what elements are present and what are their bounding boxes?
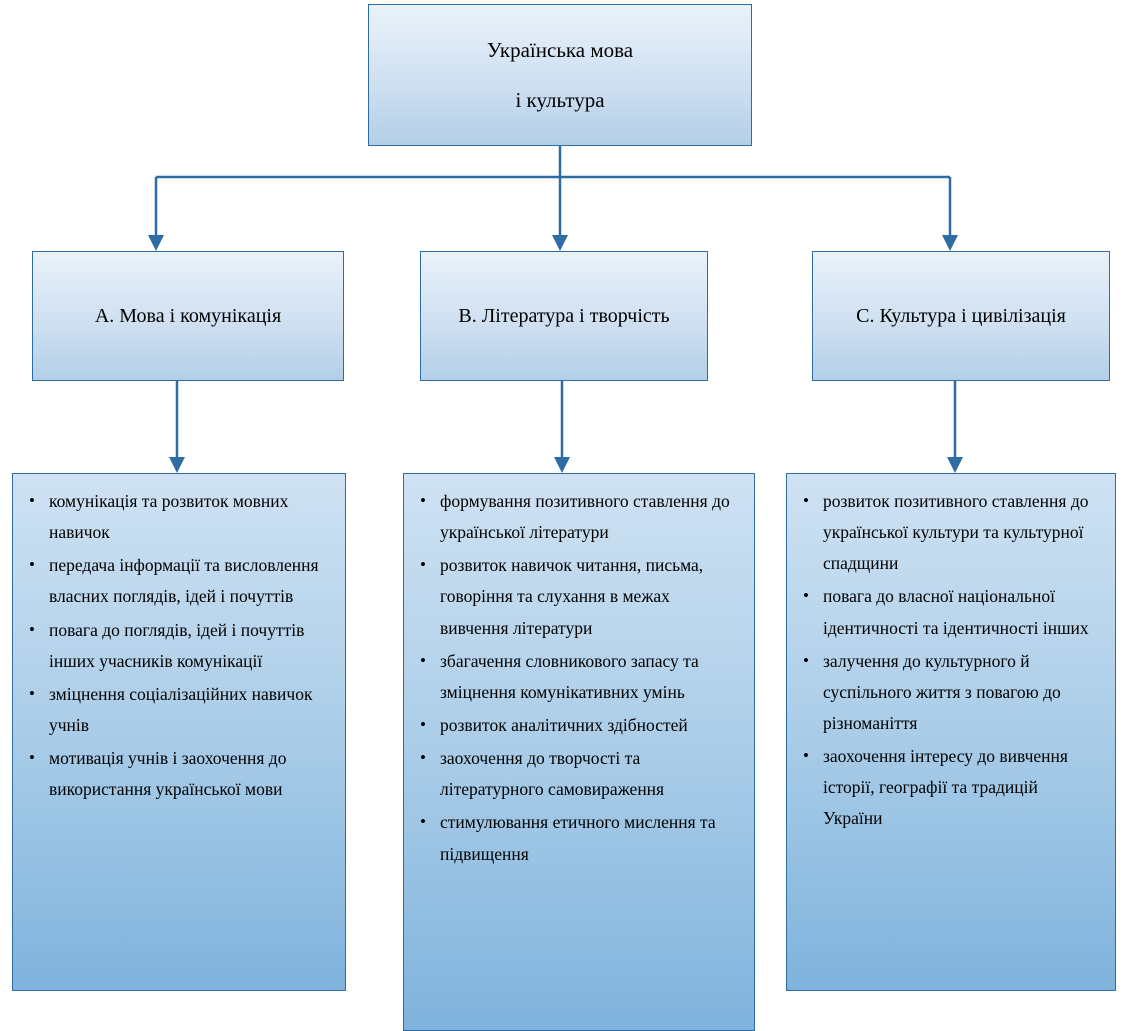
list-item: • заохочення до творчості та літературного самовираження xyxy=(418,743,740,805)
list-item: • розвиток навичок читання, письма, говоріння та слухання в межах вивчення літератури xyxy=(418,550,740,643)
detail-list-a xyxy=(27,486,331,805)
list-item: • зміцнення соціалізаційних навичок учнів xyxy=(27,679,331,741)
detail-list-c xyxy=(801,486,1101,835)
list-item: • передача інформації та висловлення власних поглядів, ідей і почуттів xyxy=(27,550,331,612)
detail-list-b xyxy=(418,486,740,870)
detail-box-c xyxy=(786,473,1116,991)
list-item: • заохочення інтересу до вивчення історії, географії та традицій України xyxy=(801,741,1101,834)
list-item: • збагачення словникового запасу та зміцнення комунікативних умінь xyxy=(418,646,740,708)
list-item: • комунікація та розвиток мовних навичок xyxy=(27,486,331,548)
list-item: • залучення до культурного й суспільного життя з повагою до різноманіття xyxy=(801,646,1101,739)
branch-label-a: А. Мова і комунікація xyxy=(94,304,282,327)
list-item: • повага до власної національної ідентичності та ідентичності інших xyxy=(801,581,1101,643)
branch-label-c: С. Культура і цивілізація xyxy=(856,304,1066,327)
detail-box-a xyxy=(12,473,346,991)
list-item: • формування позитивного ставлення до української літератури xyxy=(418,486,740,548)
list-item: • повага до поглядів, ідей і почуттів інших учасників комунікації xyxy=(27,615,331,677)
branch-node-a xyxy=(32,251,344,381)
list-item: • стимулювання етичного мислення та підвищення xyxy=(418,807,740,869)
root-title-line-2: і культура xyxy=(515,88,605,112)
branch-label-b: В. Література і творчість xyxy=(458,304,670,327)
branch-node-b xyxy=(420,251,708,381)
list-item: • розвиток позитивного ставлення до української культури та культурної спадщини xyxy=(801,486,1101,579)
root-node xyxy=(368,4,752,146)
root-title-line-1: Українська мова xyxy=(486,37,634,62)
detail-box-b xyxy=(403,473,755,1031)
branch-node-c xyxy=(812,251,1110,381)
list-item: • мотивація учнів і заохочення до використання української мови xyxy=(27,743,331,805)
list-item: • розвиток аналітичних здібностей xyxy=(418,710,740,741)
